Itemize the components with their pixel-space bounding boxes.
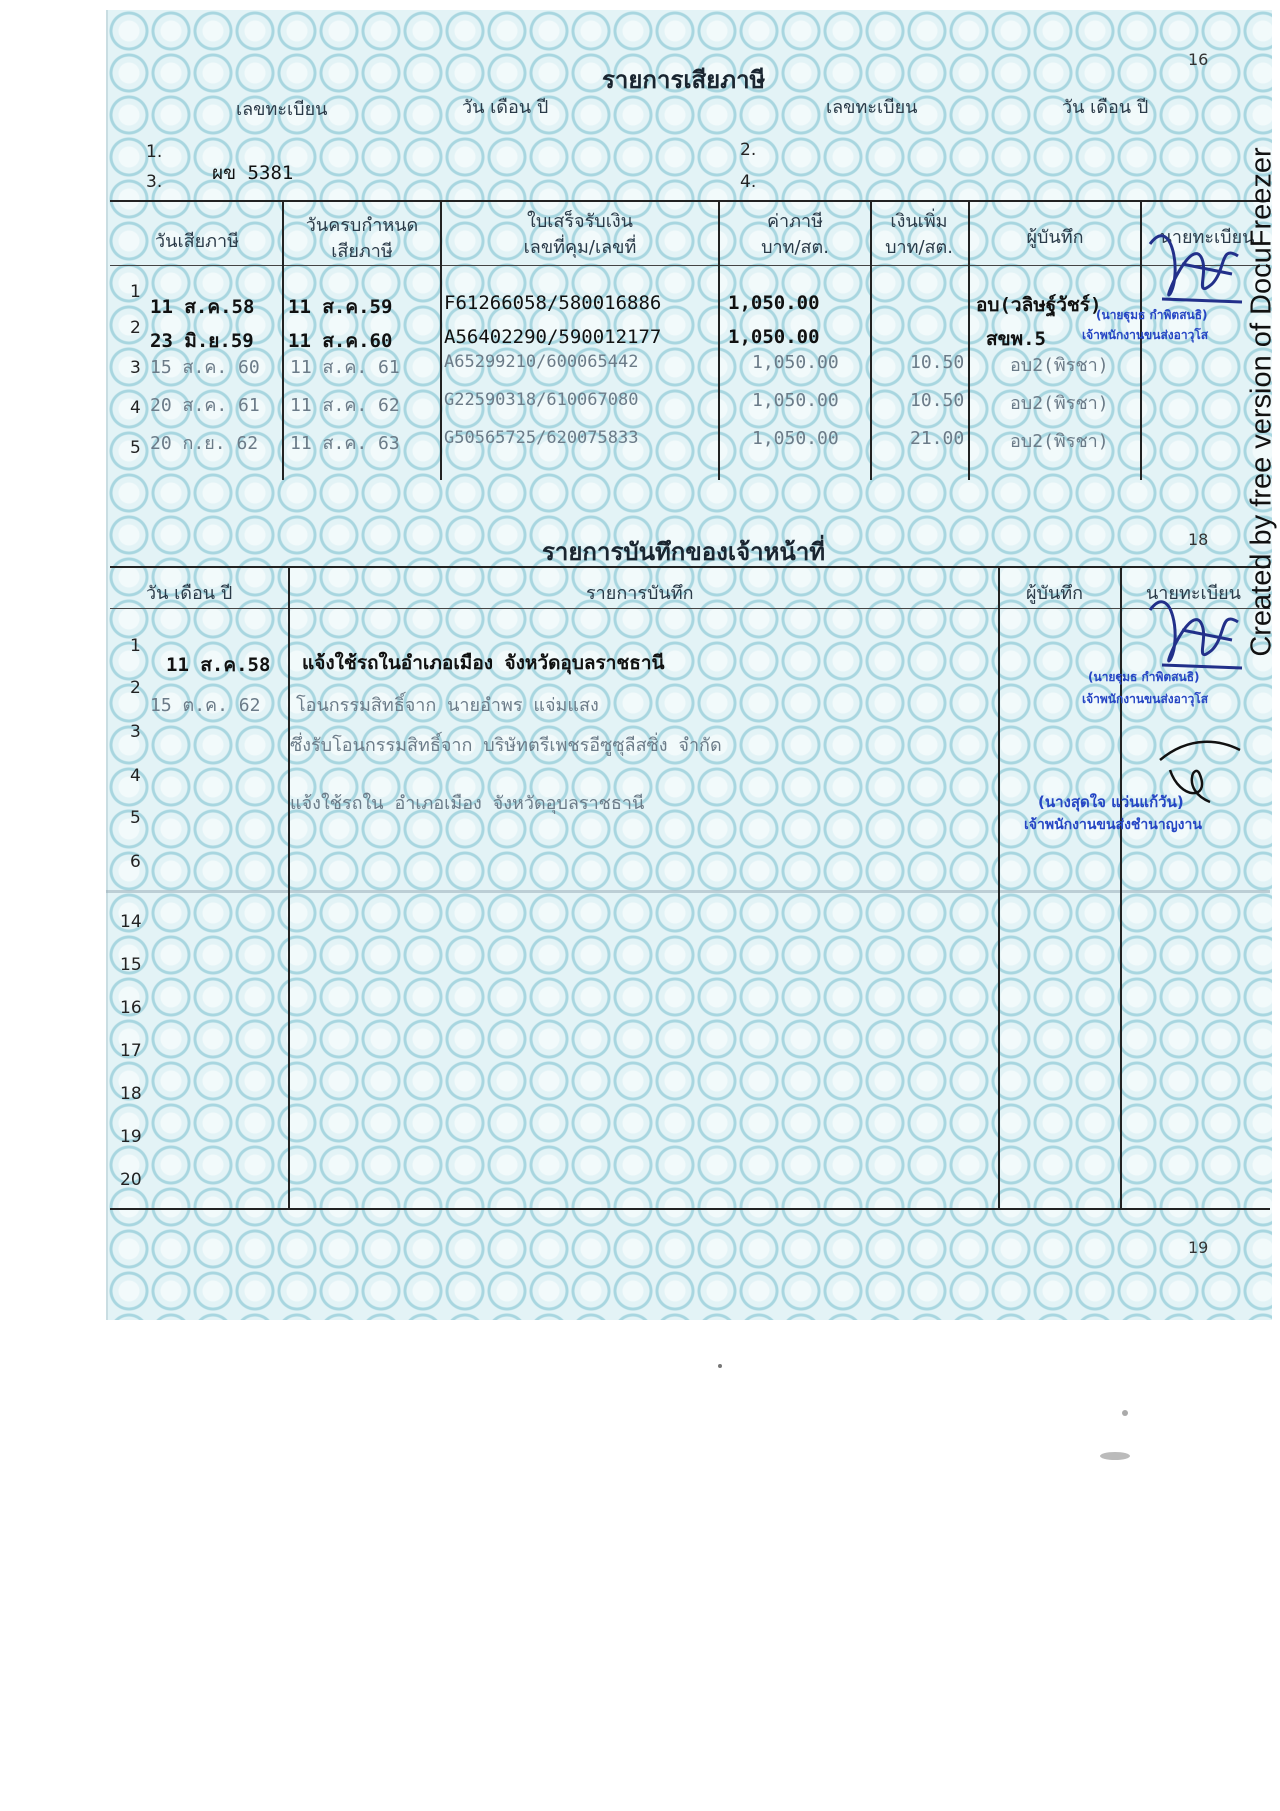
row-number: 1 xyxy=(130,636,141,656)
paid-date-cell: 20 ส.ค. 61 xyxy=(150,395,260,416)
scan-speck xyxy=(1122,1410,1128,1416)
reg-row-num: 1. xyxy=(146,142,163,162)
paid-date-cell: 15 ส.ค. 60 xyxy=(150,357,260,378)
due-date-cell: 11 ส.ค. 62 xyxy=(290,395,400,416)
registrar-stamp-title: เจ้าพนักงานขนส่งอาวุโส xyxy=(1082,692,1209,706)
page-fold-line xyxy=(106,890,1270,893)
col-header-paid-date: วันเสียภาษี xyxy=(155,231,239,252)
recorder-cell: อบ2(พิรชา) xyxy=(1010,431,1109,452)
col-header-due-date: เสียภาษี xyxy=(331,241,393,262)
officer-entry-cell: โอนกรรมสิทธิ์จาก นายอำพร แจ่มแสง xyxy=(296,695,599,716)
receipt-cell: A65299210/600065442 xyxy=(444,352,639,372)
due-date-cell: 11 ส.ค. 63 xyxy=(290,433,400,454)
row-number: 6 xyxy=(130,852,141,872)
tax-amount-cell: 1,050.00 xyxy=(752,352,839,373)
table-rule xyxy=(110,200,1270,202)
row-number: 3 xyxy=(130,722,141,742)
column-divider xyxy=(288,566,290,1210)
column-divider xyxy=(998,566,1000,1210)
row-number: 15 xyxy=(120,955,142,975)
tax-amount-cell: 1,050.00 xyxy=(728,326,820,348)
recorder-cell: อบ(วลิษฐ์วัชร์) xyxy=(976,294,1102,316)
row-number: 4 xyxy=(130,398,141,418)
due-date-cell: 11 ส.ค.59 xyxy=(288,296,393,318)
col-header-due-date: วันครบกำหนด xyxy=(305,215,419,236)
registrar-stamp-title: เจ้าพนักงานขนส่งอาวุโส xyxy=(1082,328,1209,342)
row-number: 2 xyxy=(130,318,141,338)
receipt-cell: G50565725/620075833 xyxy=(444,428,639,448)
row-number: 2 xyxy=(130,678,141,698)
recorder-cell: อบ2(พิรชา) xyxy=(1010,355,1109,376)
row-number: 14 xyxy=(120,912,142,932)
row-number: 18 xyxy=(120,1084,142,1104)
registrar-stamp-name: (นายฐุมธ กำพิตสนธิ) xyxy=(1088,670,1200,684)
recorder-stamp-title: เจ้าพนักงานขนส่งชำนาญงาน xyxy=(1024,817,1202,833)
col-header-registrar: นายทะเบียน xyxy=(1146,583,1241,604)
row-number: 3 xyxy=(130,358,141,378)
officer-entry-cell: แจ้งใช้รถใน อำเภอเมือง จังหวัดอุบลราชธานี xyxy=(290,793,645,814)
row-number: 1 xyxy=(130,282,141,302)
row-number: 4 xyxy=(130,766,141,786)
officer-section-title: รายการบันทึกของเจ้าหน้าที่ xyxy=(542,538,826,566)
surcharge-cell: 10.50 xyxy=(910,352,965,373)
col-header-surcharge: เงินเพิ่ม xyxy=(890,211,948,232)
row-number: 16 xyxy=(120,998,142,1018)
paid-date-cell: 23 มิ.ย.59 xyxy=(150,330,254,352)
col-header-date: วัน เดือน ปี xyxy=(146,583,233,604)
reg-row-value: ผข 5381 xyxy=(212,162,294,184)
reg-row-num: 2. xyxy=(740,140,757,160)
col-header-entry: รายการบันทึก xyxy=(586,583,694,604)
paid-date-cell: 11 ส.ค.58 xyxy=(150,296,255,318)
date-header-left: วัน เดือน ปี xyxy=(462,97,549,118)
paid-date-cell: 20 ก.ย. 62 xyxy=(150,433,259,454)
col-header-receipt: ใบเสร็จรับเงิน xyxy=(527,211,633,232)
table-rule xyxy=(110,566,1270,568)
watermark-text: Created by free version of DocuFreezer xyxy=(1245,147,1278,657)
tax-amount-cell: 1,050.00 xyxy=(752,428,839,449)
reg-row-num: 4. xyxy=(740,172,757,192)
scan-speck xyxy=(718,1364,722,1368)
col-header-surcharge: บาท/สต. xyxy=(885,237,953,258)
officer-date-cell: 15 ต.ค. 62 xyxy=(150,695,261,716)
due-date-cell: 11 ส.ค.60 xyxy=(288,330,393,352)
row-number: 17 xyxy=(120,1041,142,1061)
due-date-cell: 11 ส.ค. 61 xyxy=(290,357,400,378)
reg-row-num: 3. xyxy=(146,172,163,192)
column-divider xyxy=(1120,566,1122,1210)
surcharge-cell: 10.50 xyxy=(910,390,965,411)
recorder-cell: อบ2(พิรชา) xyxy=(1010,393,1109,414)
row-number: 5 xyxy=(130,808,141,828)
receipt-cell: F61266058/580016886 xyxy=(444,292,662,314)
page-number-18: 18 xyxy=(1188,530,1209,549)
reg-header-right: เลขทะเบียน xyxy=(826,97,918,118)
col-header-receipt: เลขที่คุม/เลขที่ xyxy=(523,237,637,258)
table-rule xyxy=(110,265,1270,266)
col-header-registrar: นายทะเบียน xyxy=(1159,227,1255,248)
col-header-tax: บาท/สต. xyxy=(761,237,829,258)
row-number: 20 xyxy=(120,1170,142,1190)
recorder-stamp-name: (นางสุดใจ แว่นแก้วัน) xyxy=(1038,793,1184,811)
surcharge-cell: 21.00 xyxy=(910,428,965,449)
registrar-stamp-name: (นายฐุมธ กำพิตสนธิ) xyxy=(1096,308,1208,322)
officer-entry-cell: ซึ่งรับโอนกรรมสิทธิ์จาก บริษัทตรีเพชรอีซูซุลีสซิ่ง จำกัด xyxy=(290,735,722,756)
col-header-tax: ค่าภาษี xyxy=(767,211,823,232)
table-rule xyxy=(110,1208,1270,1210)
col-header-recorder: ผู้บันทึก xyxy=(1026,227,1084,248)
row-number: 5 xyxy=(130,438,141,458)
officer-date-cell: 11 ส.ค.58 xyxy=(166,654,271,676)
date-header-right: วัน เดือน ปี xyxy=(1062,97,1149,118)
col-header-recorder: ผู้บันทึก xyxy=(1026,583,1084,604)
tax-amount-cell: 1,050.00 xyxy=(752,390,839,411)
receipt-cell: A56402290/590012177 xyxy=(444,326,662,348)
reg-header-left: เลขทะเบียน xyxy=(236,99,328,120)
tax-amount-cell: 1,050.00 xyxy=(728,292,820,314)
row-number: 19 xyxy=(120,1127,142,1147)
registrar-signature xyxy=(1142,204,1252,314)
scan-speck xyxy=(1100,1452,1130,1460)
recorder-cell: สขพ.5 xyxy=(986,328,1046,350)
receipt-cell: G22590318/610067080 xyxy=(444,390,639,410)
registrar-signature xyxy=(1142,570,1252,680)
officer-entry-cell: แจ้งใช้รถในอำเภอเมือง จังหวัดอุบลราชธานี xyxy=(302,652,665,674)
table-rule xyxy=(110,608,1270,609)
page-number-19: 19 xyxy=(1188,1238,1209,1257)
page-number-16: 16 xyxy=(1188,50,1209,69)
tax-section-title: รายการเสียภาษี xyxy=(602,66,766,94)
